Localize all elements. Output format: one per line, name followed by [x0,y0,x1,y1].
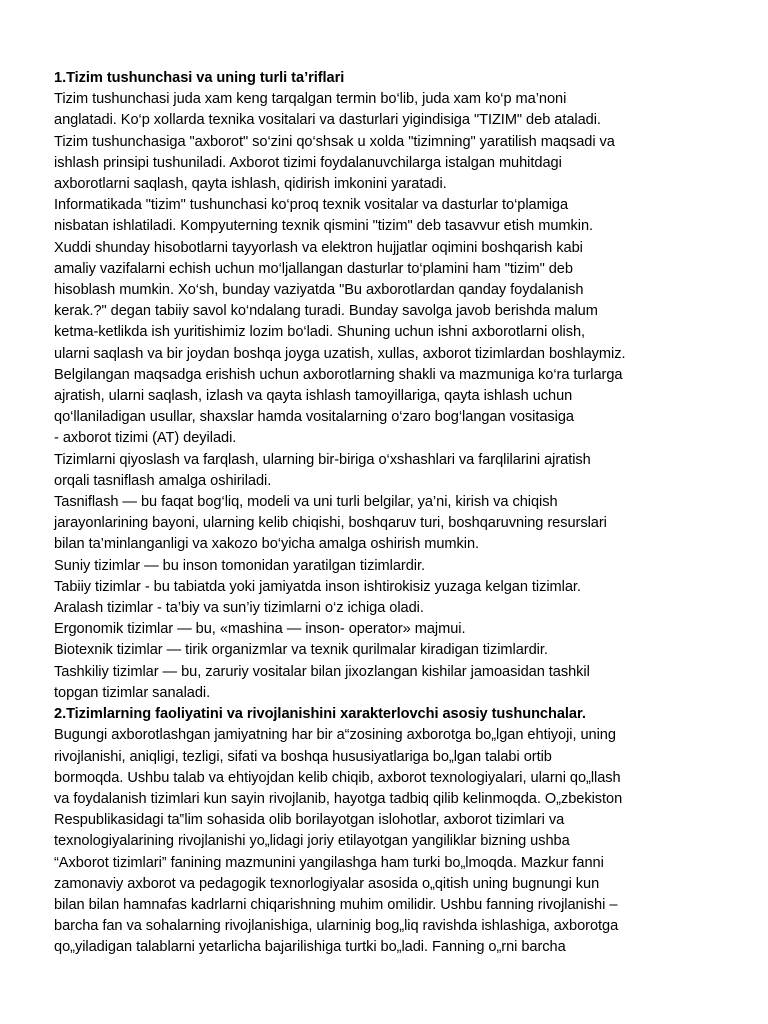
paragraph-line: ularni saqlash va bir joydan boshqa joyga uzatish, xullas, axborot tizimlardan boshlaymiz. [54,345,626,362]
paragraph-line: amaliy vazifalarni echish uchun mo‘ljallangan dasturlar to‘plamini ham "tizim" deb [54,260,573,277]
paragraph-line: “Axborot tizimlari” fanining mazmunini yangilashga ham turki bo„lmoqda. Mazkur fanni [54,854,604,871]
paragraph-line: Informatikada "tizim" tushunchasi ko‘proq texnik vositalar va dasturlar to‘plamiga [54,197,569,214]
paragraph-line: Suniy tizimlar — bu inson tomonidan yaratilgan tizimlardir. [54,557,425,574]
paragraph-line: Belgilangan maqsadga erishish uchun axborotlarning shakli va mazmuniga ko‘ra turlarga [54,366,623,383]
paragraph-line: Tashkiliy tizimlar — bu, zaruriy vositalar bilan jixozlangan kishilar jamoasidan tashkil [54,663,590,680]
paragraph-line: topgan tizimlar sanaladi. [54,684,211,701]
section-heading: 2.Tizimlarning faoliyatini va rivojlanishini xarakterlovchi asosiy tushunchalar. [54,706,586,723]
paragraph-line: Tabiiy tizimlar - bu tabiatda yoki jamiyatda inson ishtirokisiz yuzaga kelgan tizimlar. [54,578,581,595]
paragraph-line: bilan bilan hamnafas kadrlarni chiqarishning muhim omilidir. Ushbu fanning rivojlanishi – [54,896,618,913]
paragraph-line: nisbatan ishlatiladi. Kompyuterning texnik qismini "tizim" deb tasavvur etish mumkin. [54,218,594,235]
paragraph-line: Xuddi shunday hisobotlarni tayyorlash va elektron hujjatlar oqimini boshqarish kabi [54,239,583,256]
paragraph-line: barcha fan va sohalarning rivojlanishiga, ularninig bog„liq ravishda ishlashiga, axborotga [54,918,619,935]
paragraph-line: orqali tasniflash amalga oshiriladi. [54,472,272,489]
paragraph-line: rivojlanishi, aniqligi, tezligi, sifati va boshqa hususiyatlariga bo„lgan talabi ortib [54,748,552,765]
paragraph-line: texnologiyalarining rivojlanishi yo„lidagi joriy etilayotgan yangiliklar bizning ushba [54,833,570,850]
paragraph-line: Bugungi axborotlashgan jamiyatning har bir a“zosining axborotga bo„lgan ehtiyoji, uning [54,727,616,744]
paragraph-line: ishlash prinsipi tushuniladi. Axborot tizimi foydalanuvchilarga istalgan muhitdagi [54,154,562,171]
paragraph-line: anglatadi. Ko‘p xollarda texnika vositalari va dasturlari yigindisiga "TIZIM" deb ataladi. [54,112,601,129]
paragraph-line: ketma-ketlikda ish yuritishimiz lozim bo‘ladi. Shuning uchun ishni axborotlarni olish, [54,324,586,341]
paragraph-line: hisoblash mumkin. Xo‘sh, bunday vaziyatda "Bu axborotlardan qanday foydalanish [54,282,584,299]
paragraph-line: Aralash tizimlar - ta’biy va sun’iy tizimlarni o‘z ichiga oladi. [54,600,424,617]
paragraph-line: qo„yiladigan talablarni yetarlicha bajarilishiga turtki bo„ladi. Fanning o„rni barcha [54,939,566,956]
paragraph-line: - axborot tizimi (AT) deyiladi. [54,430,237,447]
paragraph-line: Tasniflash — bu faqat bog‘liq, modeli va uni turli belgilar, ya’ni, kirish va chiqish [54,494,558,511]
paragraph-line: bilan ta’minlanganligi va xakozo bo‘yicha amalga oshirish mumkin. [54,536,480,553]
paragraph-line: jarayonlarining bayoni, ularning kelib chiqishi, boshqaruv turi, boshqaruvning resurslari [54,515,607,532]
paragraph-line: zamonaviy axborot va pedagogik texnorlogiyalar asosida o„qitish uning bugnungi kun [54,875,600,892]
paragraph-line: Ergonomik tizimlar — bu, «mashina — inson- operator» majmui. [54,621,466,638]
paragraph-line: Respublikasidagi ta‟lim sohasida olib borilayotgan islohotlar, axborot tizimlari va [54,812,565,829]
paragraph-line: qo‘llaniladigan usullar, shaxslar hamda vositalarning o‘zaro bog‘langan vositasiga [54,409,574,426]
section-heading: 1.Tizim tushunchasi va uning turli ta’riflari [54,70,345,86]
paragraph-line: axborotlarni saqlash, qayta ishlash, qidirish imkonini yaratadi. [54,176,447,193]
paragraph-line: Tizim tushunchasi juda xam keng tarqalgan termin bo‘lib, juda xam ko‘p ma’noni [54,91,567,108]
paragraph-line: ajratish, ularni saqlash, izlash va qayta ishlash tamoyillariga, qayta ishlash uchun [54,388,573,405]
paragraph-line: bormoqda. Ushbu talab va ehtiyojdan kelib chiqib, axborot texnologiyalari, ularni qo„llash [54,769,621,786]
paragraph-line: kerak.?" degan tabiiy savol ko‘ndalang turadi. Bunday savolga javob berishda malum [54,303,598,320]
paragraph-line: Biotexnik tizimlar — tirik organizmlar va texnik qurilmalar kiradigan tizimlardir. [54,642,548,659]
paragraph-line: va foydalanish tizimlari kun sayin rivojlanib, hayotga tadbiq qilib kelinmoqda. O„zbekiston [54,790,623,807]
paragraph-line: Tizim tushunchasiga "axborot" so‘zini qo‘shsak u xolda "tizimning" yaratilish maqsadi va [54,133,615,150]
document-body [54,68,728,959]
paragraph-line: Tizimlarni qiyoslash va farqlash, ularning bir-biriga o‘xshashlari va farqlilarini ajratish [54,451,591,468]
